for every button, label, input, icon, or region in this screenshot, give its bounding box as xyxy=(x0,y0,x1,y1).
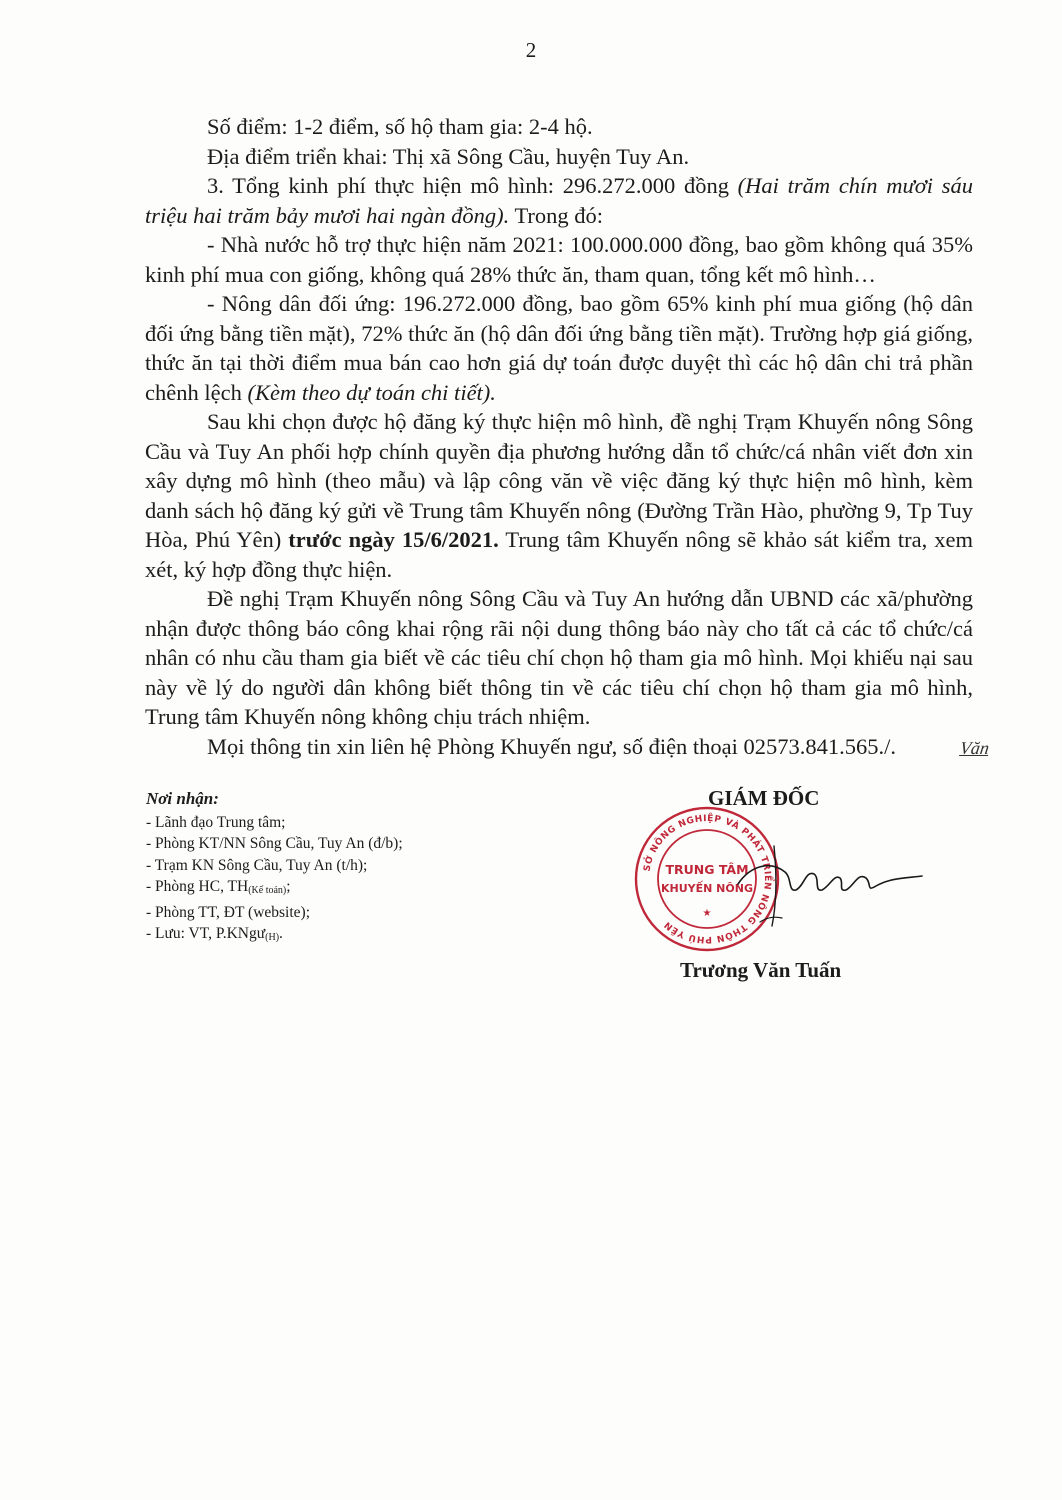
body-paragraph xyxy=(145,230,973,289)
recipients-list xyxy=(146,812,616,949)
svg-text:TRUNG TÂM: TRUNG TÂM xyxy=(665,862,749,877)
signer-title: GIÁM ĐỐC xyxy=(708,786,820,810)
page-number: 2 xyxy=(525,38,537,62)
svg-text:KHUYẾN NÔNG: KHUYẾN NÔNG xyxy=(661,882,753,895)
body-paragraph xyxy=(145,112,973,142)
signer-name: Trương Văn Tuấn xyxy=(680,958,842,982)
paragraph-text: Đề nghị Trạm Khuyến nông Sông Cầu và Tuy An hướng dẫn UBND các xã/phường nhận được thông báo công khai rộng rãi nội dung thông báo này cho tất cả các tổ chức/cá nhân có nhu cầu tham gia biết về các tiêu chí chọn hộ tham gia mô hình. Mọi khiếu nại sau này về lý do người dân không biết thông tin về các tiêu chí chọn hộ tham gia mô hình, Trung tâm Khuyến nông không chịu trách nhiệm. xyxy=(145,586,973,729)
body-paragraph xyxy=(145,142,973,172)
recipient-item xyxy=(146,833,616,855)
recipient-text: - Phòng HC, TH xyxy=(146,878,249,895)
recipients-title: Nơi nhận: xyxy=(146,789,219,808)
paragraph-text: Sau khi chọn được hộ đăng ký thực hiện mô hình, đề nghị Trạm Khuyến nông Sông Cầu và Tuy An phối hợp chính quyền địa phương hướng dẫn tổ chức/cá nhân viết đơn xin xây dựng mô hình (theo mẫu) và lập công văn về việc đăng ký thực hiện mô hình, kèm danh sách hộ đăng ký gửi về Trung tâm Khuyến nông (Đường Trần Hào, phường 9, Tp Tuy Hòa, Phú Yên) xyxy=(145,409,973,552)
recipient-tail: ; xyxy=(286,878,291,895)
recipient-item xyxy=(146,923,616,949)
recipient-item xyxy=(146,902,616,924)
contact-line xyxy=(145,732,991,764)
paragraph-text: Số điểm: 1-2 điểm, số hộ tham gia: 2-4 hộ. xyxy=(207,114,593,139)
recipient-item xyxy=(146,855,616,877)
recipient-tail: . xyxy=(279,925,283,942)
body-paragraph xyxy=(145,407,973,584)
document-body xyxy=(145,112,991,763)
paragraph-text: (Hai trăm chín mươi sáu triệu hai trăm bảy mươi hai ngàn đồng). xyxy=(145,173,974,228)
paragraph-text: 3. Tổng kinh phí thực hiện mô hình: 296.272.000 đồng xyxy=(207,173,738,198)
signature-block xyxy=(630,786,930,986)
recipient-text: - Trạm KN Sông Cầu, Tuy An (t/h); xyxy=(146,856,368,874)
recipients-block xyxy=(146,788,616,949)
paragraph-text: Địa điểm triển khai: Thị xã Sông Cầu, huyện Tuy An. xyxy=(207,143,690,169)
recipient-item xyxy=(146,876,616,902)
svg-text:SỞ NÔNG NGHIỆP VÀ PHÁT TRIỂN N: SỞ NÔNG NGHIỆP VÀ PHÁT TRIỂN NÔNG THÔN PHÚ YÊN xyxy=(642,813,773,945)
body-paragraph xyxy=(145,171,973,230)
body-paragraph xyxy=(145,289,973,407)
contact-text: Mọi thông tin xin liên hệ Phòng Khuyến ngư, số điện thoại 02573.841.565./. xyxy=(207,733,897,759)
recipient-text: - Phòng KT/NN Sông Cầu, Tuy An (đ/b); xyxy=(146,835,403,852)
recipient-subscript: (H) xyxy=(265,932,280,943)
handwritten-signature-icon xyxy=(730,826,930,936)
recipient-item xyxy=(146,812,616,834)
recipient-text: - Lưu: VT, P.KNgư xyxy=(146,925,266,942)
recipient-text: - Phòng TT, ĐT (website); xyxy=(146,903,311,921)
drafter-initials: Văn xyxy=(958,737,991,758)
paragraph-text: Trung tâm Khuyến nông sẽ khảo sát kiểm tra, xem xét, ký hợp đồng thực hiện. xyxy=(145,527,973,582)
paragraph-text: Trong đó: xyxy=(509,202,604,228)
recipient-subscript: (Kế toán) xyxy=(248,885,287,896)
paragraph-text: - Nông dân đối ứng: 196.272.000 đồng, bao gồm 65% kinh phí mua giống (hộ dân đối ứng bằng tiền mặt), 72% thức ăn (hộ dân đối ứng bằng tiền mặt). Trường hợp giá giống, thức ăn tại thời điểm mua bán cao hơn giá dự toán được duyệt thì các hộ dân chi trả phần chênh lệch xyxy=(145,291,973,405)
deadline-text: trước ngày 15/6/2021. xyxy=(288,527,499,552)
svg-text:★: ★ xyxy=(702,908,712,919)
recipient-text: - Lãnh đạo Trung tâm; xyxy=(146,813,286,831)
body-paragraph xyxy=(145,584,973,732)
paragraph-text: - Nhà nước hỗ trợ thực hiện năm 2021: 100.000.000 đồng, bao gồm không quá 35% kinh phí mua con giống, không quá 28% thức ăn, tham quan, tổng kết mô hình… xyxy=(145,232,973,287)
paragraph-text: (Kèm theo dự toán chi tiết). xyxy=(247,379,496,405)
